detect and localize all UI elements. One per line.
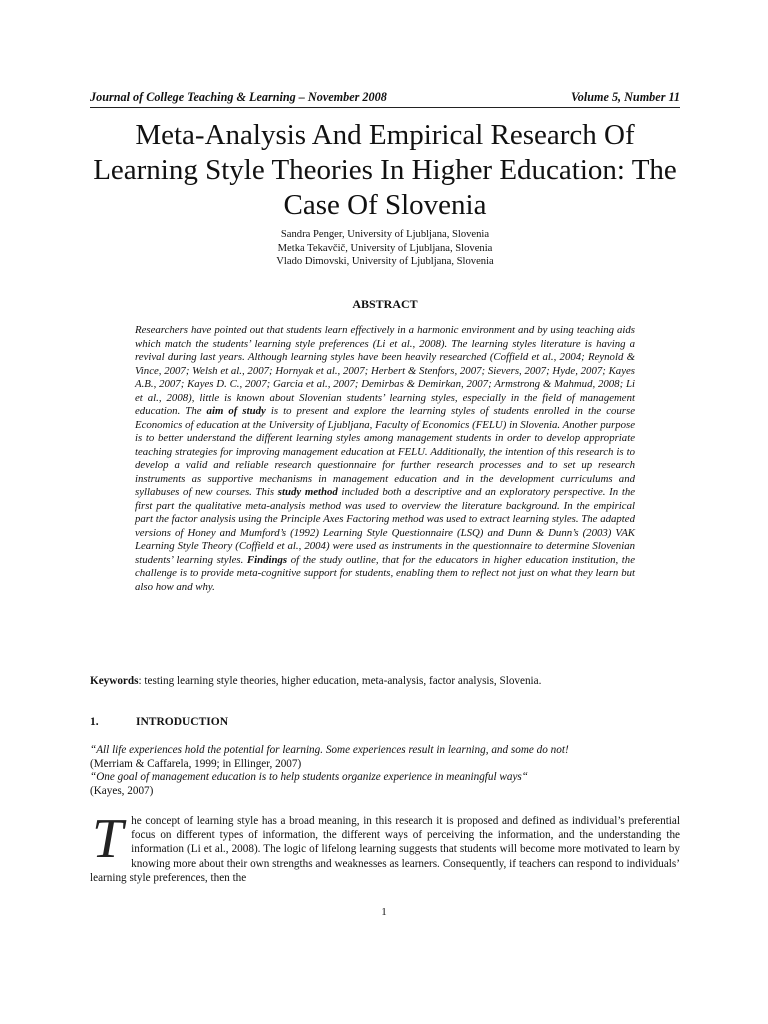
author-line: Sandra Penger, University of Ljubljana, Slovenia bbox=[280, 229, 490, 240]
quote-citation: (Kayes, 2007) bbox=[90, 784, 154, 797]
running-header bbox=[90, 90, 680, 108]
abstract-emphasis-method: study method bbox=[277, 486, 338, 498]
keywords-text: : testing learning style theories, higher education, meta-analysis, factor analysis, Slovenia. bbox=[138, 675, 542, 687]
section-title: INTRODUCTION bbox=[136, 716, 229, 728]
author-line: Metka Tekavčič, University of Ljubljana, Slovenia bbox=[277, 242, 493, 254]
author-line: Vlado Dimovski, University of Ljubljana, Slovenia bbox=[276, 256, 494, 267]
abstract-text: is to present and explore the learning styles of students enrolled in the course Economics of education at the University of Ljubljana, Faculty of Economics (FELU) in Slovenia. Another purpose is to better understand the different learning styles among management students in order to develop appropriate teaching strategies for improving management education at FELU. Additionally, the intention of this research is to develop a valid and reliable research questionnaire for further research processes and to set up research instruments as supportive mechanisms in management education and in the development curriculums and syllabuses of new courses. This bbox=[135, 405, 635, 498]
paper-title: Meta-Analysis And Empirical Research Of Learning Style Theories In Higher Education: The Case Of Slovenia bbox=[93, 119, 677, 221]
keywords bbox=[90, 674, 680, 688]
author-list bbox=[90, 228, 680, 269]
section-number: 1. bbox=[90, 716, 99, 728]
page-number: 1 bbox=[381, 906, 387, 918]
intro-text: he concept of learning style has a broad meaning, in this research it is proposed and defined as individual’s preferential focus on different types of information, the different ways of perceiving the information, and the understanding the information (Li et al., 2008). The logic of lifelong learning suggests that students will become more motivated to learn by knowing more about their own strengths and weaknesses as learners. Consequently, if teachers can respond to individuals’ learning style preferences, then the bbox=[90, 815, 680, 884]
quote-text: “All life experiences hold the potential for learning. Some experiences result in learning, and some do not! bbox=[90, 744, 569, 756]
section-heading bbox=[90, 716, 680, 728]
drop-cap: T bbox=[92, 808, 124, 870]
quote-text: “One goal of management education is to help students organize experience in meaningful ways“ bbox=[90, 771, 529, 783]
abstract-body bbox=[135, 324, 635, 594]
abstract-emphasis-aim: aim of study bbox=[206, 405, 266, 417]
abstract-text: of the study outline, that for the educators in higher education institution, the challenge is to provide meta-cognitive support for students, enabling them to reflect not just on what they learn but also how and why. bbox=[135, 553, 635, 593]
epigraph-quotes bbox=[90, 744, 680, 798]
volume-number: Volume 5, Number 11 bbox=[570, 90, 680, 104]
abstract-text: included both a descriptive and an exploratory perspective. In the first part the qualitative meta-analysis method was used to overview the literature background. In the empirical part the factor analysis using the Principle Axes Factoring method was used to extract learning styles. The adapted versions of Honey and Mumford’s (1992) Learning Style Questionnaire (LSQ) and Dunn & Dunn’s (2003) VAK Learning Style Theory (Coffield et al., 2004) were used as instruments in the questionnaire to determine Slovenian students’ learning styles. bbox=[135, 486, 636, 566]
abstract-text: Researchers have pointed out that students learn effectively in a harmonic environment and by using teaching aids which match the students’ learning style preferences (Li et al., 2008). The learning styles literature is having a revival during last years. Although learning styles have been heavily researched (Coffield et al., 2004; Reynold & Vince, 2007; Welsh et al., 2007; Hornyak et al., 2007; Herbert & Stenfors, 2007; Sievers, 2007; Hyde, 2007; Kayes A.B., 2007; Kayes D. C., 2007; Garcia et al., 2007; Demirbas & Demirkan, 2007; Armstrong & Mahmud, 2008; Li et al., 2008), little is known about Slovenian students’ learning styles, especially in the field of management education. The bbox=[135, 324, 635, 417]
intro-paragraph bbox=[90, 808, 680, 885]
abstract-heading: ABSTRACT bbox=[352, 297, 418, 311]
quote-citation: (Merriam & Caffarela, 1999; in Ellinger, 2007) bbox=[90, 757, 302, 770]
journal-name: Journal of College Teaching & Learning – November 2008 bbox=[90, 90, 387, 104]
keywords-label: Keywords bbox=[90, 675, 139, 687]
abstract-emphasis-findings: Findings bbox=[246, 553, 288, 566]
